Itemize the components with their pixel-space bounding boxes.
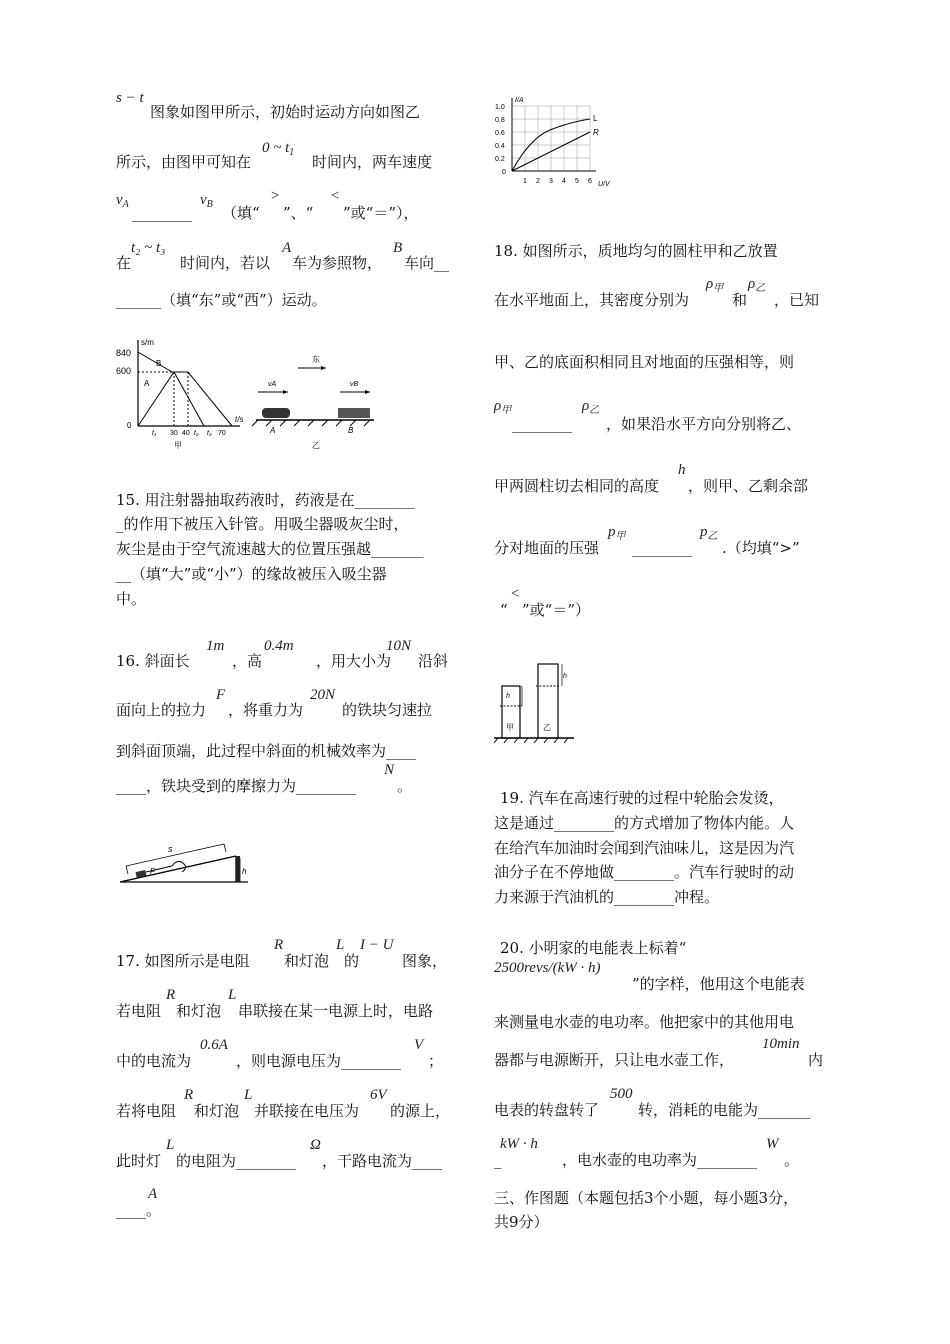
q14-fig-cap2: 乙: [312, 441, 320, 450]
q18-fig-yi: 乙: [543, 723, 551, 732]
q18-line6c: .（均填“>”: [722, 539, 800, 557]
q14-fill-c: ”或“＝”），: [343, 204, 419, 222]
q14-line4c: 车为参照物，: [292, 254, 383, 272]
q17-graph-x2: 2: [536, 178, 540, 185]
q20-line1: 20. 小明家的电能表上标着“: [500, 939, 687, 957]
q19-line5: 力来源于汽油机的________冲程。: [494, 888, 720, 906]
q16-line2b: ，将重力为: [228, 701, 304, 719]
q15-line5: 中。: [116, 590, 147, 608]
q18-blank1: ________: [512, 415, 572, 433]
q16-incline-figure: [116, 830, 252, 888]
q14-vA: $v_A$: [116, 192, 129, 210]
q17-graph-curveL: L: [593, 114, 598, 123]
q14-fig-x40: 40: [182, 430, 190, 437]
q14-fill-b: ”、“: [283, 204, 314, 222]
q14-fig-ptA: A: [270, 426, 276, 435]
q17-graph-y08: 0.8: [495, 117, 505, 124]
q14-fig-cap1: 甲: [174, 441, 182, 450]
q17-graph-y02: 0.2: [495, 156, 505, 163]
q16-line4b: 。: [397, 777, 413, 795]
q17-graph-y04: 0.4: [495, 143, 505, 150]
q17-line4c: 并联接在电压为: [254, 1102, 360, 1120]
q14-fig-labelA: A: [144, 379, 150, 388]
q14-fig-s-axis: s/m: [141, 338, 154, 347]
q20-line4b: 内: [808, 1051, 824, 1069]
q18-fig-h1: h: [506, 693, 510, 700]
q17-graph-y10: 1.0: [495, 104, 505, 111]
q14-line4d: 车向__: [404, 254, 450, 272]
q14-lt: <: [330, 188, 341, 204]
q18-p-jia: $p_甲$: [608, 524, 626, 542]
q17-graph-y0: 0: [502, 169, 506, 176]
q20-line5a: 电表的转盘转了: [494, 1101, 600, 1119]
q14-gt: >: [270, 188, 281, 204]
q20-line2: ”的字样，他用这个电能表: [632, 975, 805, 993]
q17-line3c: ；: [428, 1052, 444, 1070]
q14-t2t3: t₂ ~ t₃: [131, 240, 166, 256]
q16-fig-h: h: [242, 867, 247, 876]
q17-line2b: 和灯泡: [176, 1002, 222, 1020]
q17-line1a: 17. 如图所示是电阻: [116, 952, 250, 970]
q14-blank1: ________: [132, 204, 192, 222]
q16-F: F: [216, 687, 226, 703]
q17-line4d: 的源上，: [390, 1102, 451, 1120]
q14-B: B: [393, 240, 403, 256]
q18-h: h: [678, 462, 686, 478]
q20-line6b: ，电水壶的电功率为________: [562, 1151, 758, 1169]
q18-rho-jia: $\rho_甲$: [706, 276, 724, 294]
q18-line1: 18. 如图所示，质地均匀的圆柱甲和乙放置: [494, 242, 778, 260]
q19-line4: 油分子在不停地做________。汽车行驶时的动: [494, 863, 795, 881]
q14-line4b: 时间内，若以: [180, 254, 271, 272]
q14-line4a: 在: [116, 254, 132, 272]
q18-lt: <: [510, 586, 521, 602]
q19-line1: 19. 汽车在高速行驶的过程中轮胎会发烫，: [500, 789, 784, 807]
q16-line4a: ____，铁块受到的摩擦力为________: [116, 777, 357, 795]
q17-graph-x3: 3: [549, 178, 553, 185]
q14-line2b: 时间内，两车速度: [312, 153, 433, 171]
q17-line5c: ，干路电流为____: [322, 1152, 443, 1170]
q17-R2: R: [166, 987, 176, 1003]
q18-line5a: 甲两圆柱切去相同的高度: [494, 477, 660, 495]
q20-line3: 来测量电水壶的电功率。他把家中的其他用电: [494, 1013, 795, 1031]
q17-R: R: [274, 937, 284, 953]
q15-line2: _的作用下被压入针管。用吸尘器吸灰尘时，: [116, 515, 409, 533]
q14-fig-labelB: B: [156, 359, 162, 368]
q14-fig-t2: t₂: [194, 430, 199, 437]
q16-length: 1m: [206, 638, 225, 654]
q14-line5: ______（填“东”或“西”）运动。: [116, 291, 327, 309]
sec3-line1: 三、作图题（本题包括3个小题，每小题3分，: [494, 1189, 799, 1207]
q17-iu-graph: [490, 94, 620, 190]
q15-line4: __（填“大”或“小”）的缘故被压入吸尘器: [116, 565, 387, 583]
q14-fig-t1: t₁: [152, 430, 157, 437]
q20-time: 10min: [762, 1036, 800, 1052]
q14-line1: 图象如图甲所示，初始时运动方向如图乙: [150, 103, 421, 121]
q17-graph-y06: 0.6: [495, 130, 505, 137]
q15-line3: 灰尘是由于空气流速越大的位置压强越_______: [116, 540, 424, 558]
q16-force: 10N: [386, 638, 412, 654]
q14-st-math: s − t: [116, 90, 144, 106]
q14-time-range: 0 ~ $t_1$: [262, 140, 295, 158]
sec3-line2: 共9分）: [494, 1213, 549, 1231]
q17-line5a: 此时灯: [116, 1152, 162, 1170]
q14-fig-zero: 0: [127, 421, 132, 430]
q15-line1: 15. 用注射器抽取药液时，药液是在________: [116, 491, 415, 509]
q18-line4b: ，如果沿水平方向分别将乙、: [606, 415, 802, 433]
q17-line2a: 若电阻: [116, 1002, 162, 1020]
q14-fig-x30: 30: [170, 430, 178, 437]
q17-graph-curveR: R: [593, 128, 599, 137]
q17-line4b: 和灯泡: [194, 1102, 240, 1120]
q17-graph-ylabel: I/A: [515, 97, 524, 104]
q18-line3: 甲、乙的底面积相同且对地面的压强相等，则: [494, 353, 795, 371]
q17-graph-xlabel: U/V: [598, 181, 610, 188]
q14-A: A: [282, 240, 292, 256]
q18-line2a: 在水平地面上，其密度分别为: [494, 291, 690, 309]
q17-L: L: [336, 937, 345, 953]
q17-voltage: 6V: [370, 1087, 387, 1103]
q14-fig-t-axis: t/s: [235, 415, 244, 424]
q16-line1d: 沿斜: [418, 652, 449, 670]
q19-line3: 在给汽车加油时会闻到汽油味儿，这是因为汽: [494, 839, 795, 857]
q14-fig-east: 东: [312, 355, 320, 364]
q16-line3: 到斜面顶端，此过程中斜面的机械效率为____: [116, 742, 417, 760]
q18-line7a: “: [500, 601, 508, 619]
q14-fig-ptB: B: [348, 426, 354, 435]
q17-graph-x6: 6: [588, 178, 592, 185]
q17-line3a: 中的电流为: [116, 1052, 192, 1070]
q17-current: 0.6A: [200, 1037, 228, 1053]
q16-unit-N: N: [384, 762, 395, 778]
q18-fig-h2: h: [563, 673, 567, 680]
q17-IU: I − U: [360, 937, 394, 953]
q17-ohm: Ω: [310, 1137, 321, 1153]
q16-fig-F: F: [150, 867, 155, 876]
q17-unit-A: A: [148, 1186, 158, 1202]
q17-line1c: 的: [344, 952, 360, 970]
q18-line2c: ，已知: [774, 291, 820, 309]
q18-line6a: 分对地面的压强: [494, 539, 600, 557]
q16-line2a: 面向上的拉力: [116, 701, 207, 719]
q14-fill-a: （填“: [222, 204, 260, 222]
q17-line1d: 图象，: [402, 952, 448, 970]
q14-line2a: 所示，由图甲可知在: [116, 153, 252, 171]
q18-p-yi: $p_乙$: [700, 524, 718, 542]
q17-L2: L: [228, 987, 237, 1003]
q16-line2c: 的铁块匀速拉: [342, 701, 433, 719]
q14-vB: $v_B$: [200, 192, 213, 210]
q18-rho-yi2: $\rho_乙$: [582, 398, 600, 416]
q17-line6: ____。: [116, 1201, 162, 1219]
q17-graph-x5: 5: [575, 178, 579, 185]
q20-kwh: kW · h: [500, 1136, 538, 1152]
q16-fig-s: s: [168, 844, 173, 854]
q18-rho-jia2: $\rho_甲$: [494, 398, 512, 416]
q17-graph-x1: 1: [523, 178, 527, 185]
q14-fig-t3: t₃: [207, 430, 212, 437]
q17-line5b: 的电阻为________: [176, 1152, 297, 1170]
q20-revs: 500: [610, 1086, 633, 1102]
q20-unit-W: W: [766, 1136, 779, 1152]
q14-figure: [112, 336, 382, 454]
q18-line5b: ，则甲、乙剩余部: [688, 477, 809, 495]
q17-line2c: 串联接在某一电源上时，电路: [238, 1002, 434, 1020]
q18-cylinders-figure: [490, 660, 580, 746]
q14-fig-vA: vA: [268, 381, 277, 388]
q17-R3: R: [184, 1087, 194, 1103]
q17-L4: L: [166, 1137, 175, 1153]
q20-meter-rating: 2500revs/(kW · h): [494, 960, 601, 976]
q17-L3: L: [244, 1087, 253, 1103]
q16-line1c: ，用大小为: [316, 652, 392, 670]
q18-rho-yi: $\rho_乙$: [748, 276, 766, 294]
q20-line6a: _: [494, 1151, 502, 1169]
q17-graph-x4: 4: [562, 178, 566, 185]
q18-line7b: ”或“＝”）: [522, 601, 591, 619]
q17-unit-V: V: [414, 1037, 424, 1053]
q14-fig-x70: 70: [218, 430, 226, 437]
q16-line1b: ，高: [232, 652, 263, 670]
q14-fig-y840: 840: [116, 348, 132, 358]
q17-line3b: ，则电源电压为________: [236, 1052, 402, 1070]
q14-fig-y600: 600: [116, 366, 132, 376]
q20-line6c: 。: [784, 1151, 800, 1169]
q16-weight: 20N: [310, 687, 336, 703]
q20-line4a: 器都与电源断开，只让电水壶工作，: [494, 1051, 735, 1069]
q17-line1b: 和灯泡: [284, 952, 330, 970]
q16-line1a: 16. 斜面长: [116, 652, 190, 670]
q18-fig-jia: 甲: [506, 723, 514, 732]
q18-line2b: 和: [732, 291, 748, 309]
q14-fig-vB: vB: [350, 381, 359, 388]
q18-blank2: ________: [632, 539, 692, 557]
q16-height: 0.4m: [264, 638, 294, 654]
q19-line2: 这是通过________的方式增加了物体内能。人: [494, 814, 795, 832]
q17-line4a: 若将电阻: [116, 1102, 177, 1120]
q20-line5b: 转，消耗的电能为_______: [638, 1101, 811, 1119]
